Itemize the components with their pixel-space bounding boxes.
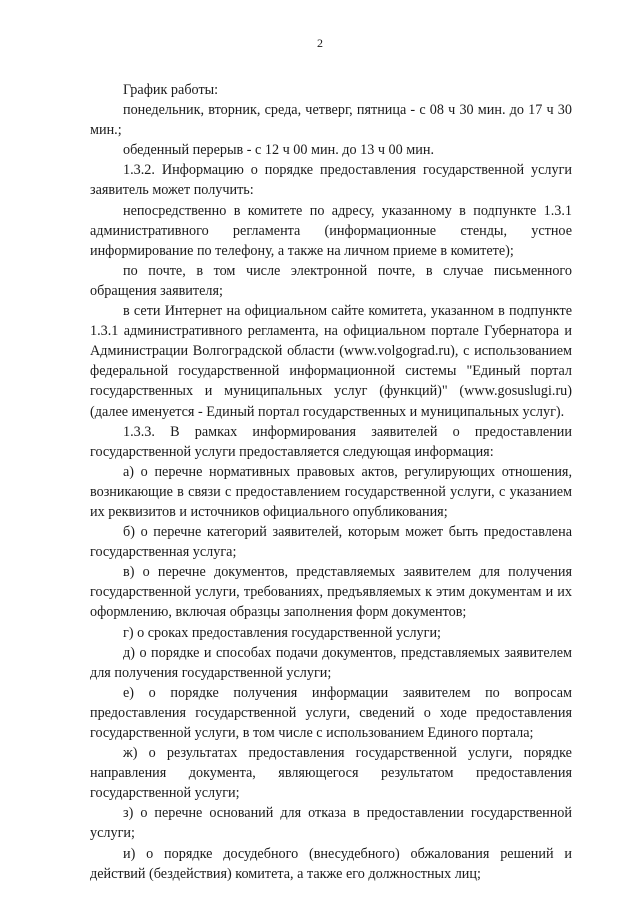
list-item-z: з) о перечне оснований для отказа в предоставлении государственной услуги; [90,805,572,842]
list-item-a: а) о перечне нормативных правовых актов, регулирующих отношения, возникающие в связи с предоставлением государственной услуги, с указанием их реквизитов и источников официального опубликования; [90,463,572,520]
paragraph-weekdays: понедельник, вторник, среда, четверг, пятница - с 08 ч 30 мин. до 17 ч 30 мин.; [90,102,572,139]
paragraph-lunch-break: обеденный перерыв - с 12 ч 00 мин. до 13 ч 00 мин. [123,142,435,159]
list-item-v: в) о перечне документов, представляемых заявителем для получения государственной услуги, требованиях, предъявляемых к этим документам и их оформлению, включая образцы заполнения форм документов; [90,564,572,621]
paragraph-internet: в сети Интернет на официальном сайте комитета, указанном в подпункте 1.3.1 административного регламента, на официальном портале Губернатора и Администрации Волгоградской области (www.volgograd.ru), с использованием федеральной государственной информационной системы "Единый портал государственных и муниципальных услуг (функций)" (www.gosuslugi.ru) (далее именуется - Единый портал государственных и муниципальных услуг). [90,303,572,420]
list-item-b: б) о перечне категорий заявителей, которым может быть предоставлена государственная услуга; [90,524,572,561]
list-item-e: е) о порядке получения информации заявителем по вопросам предоставления государственной услуги, сведений о ходе предоставления государственной услуги, в том числе с использованием Единого портала; [90,684,572,741]
paragraph-1-3-2: 1.3.2. Информацию о порядке предоставления государственной услуги заявитель может получить: [90,162,572,199]
page-number: 2 [317,36,323,50]
list-item-g: г) о сроках предоставления государственной услуги; [123,624,441,641]
paragraph-directly: непосредственно в комитете по адресу, указанному в подпункте 1.3.1 административного регламента (информационные стенды, устное информирование по телефону, а также на личном приеме в комитете); [90,202,572,259]
list-item-zh: ж) о результатах предоставления государственной услуги, порядке направления документа, являющегося результатом предоставления государственной услуги; [90,745,572,802]
paragraph-1-3-3: 1.3.3. В рамках информирования заявителей о предоставлении государственной услуги предоставляется следующая информация: [90,423,572,460]
document-body [90,80,572,884]
list-item-d: д) о порядке и способах подачи документов, представляемых заявителем для получения государственной услуги; [90,644,572,681]
paragraph-schedule-heading: График работы: [123,82,219,98]
list-item-i: и) о порядке досудебного (внесудебного) обжалования решений и действий (бездействия) комитета, а также его должностных лиц; [90,845,572,882]
paragraph-by-mail: по почте, в том числе электронной почте, в случае письменного обращения заявителя; [90,262,572,299]
